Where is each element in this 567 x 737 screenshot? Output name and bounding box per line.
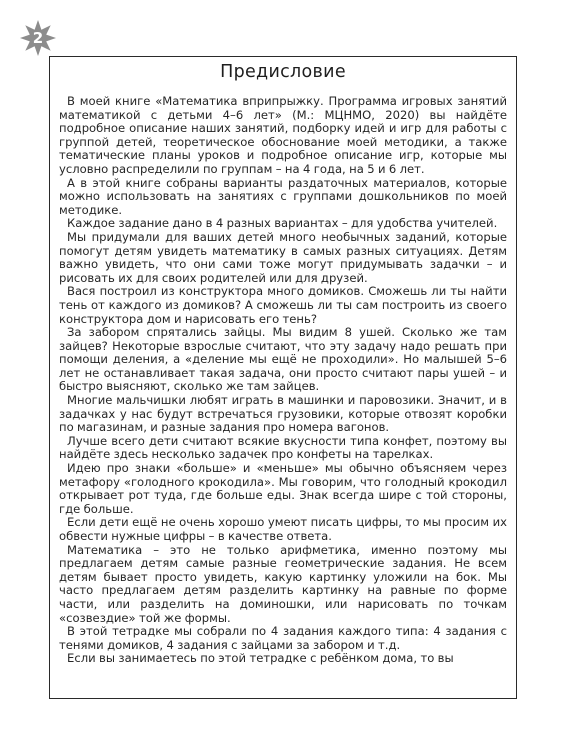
paragraph: За забором спрятались зайцы. Мы видим 8 ушей. Сколько же там зайцев? Некоторые взрослые считают, что эту задачу надо решать при помощи деления, а «деление мы ещё не проходили». Но малышей 5–6 лет не останавливает такая задача, они просто считают пары ушей – и быстро выясняют, сколько же там зайцев. [59,325,507,394]
paragraph: Мы придумали для ваших детей много необычных заданий, которые помогут детям увидеть математику в самых разных ситуациях. Детям важно увидеть, что они сами тоже могут придумывать задачки – и рисовать их для своих родителей или для друзей. [59,229,507,285]
preface-body [59,95,507,666]
paragraph: Лучше всего дети считают всякие вкусности типа конфет, поэтому вы найдёте здесь несколько задачек про конфеты на тарелках. [59,433,507,462]
page-number-badge [20,20,56,56]
paragraph: Многие мальчишки любят играть в машинки и паровозики. Значит, и в задачках у нас будут встречаться грузовики, которые отвозят коробки по магазинам, и разные задания про номера вагонов. [59,393,507,435]
paragraph: Вася построил из конструктора много домиков. Сможешь ли ты найти тень от каждого из домиков? А сможешь ли ты сам построить из своего конструктора дом и нарисовать его тень? [59,284,507,326]
page-number: 2 [32,29,44,47]
paragraph: В моей книге «Математика вприпрыжку. Программа игровых занятий математикой с детьми 4–6 лет» (М.: МЦНМО, 2020) вы найдёте подробное описание наших занятий, подборку идей и игр для работы с группой детей, теоретическое обоснование моей методики, а также тематические планы уроков и подробное описание игр, которые мы условно распределили по группам – на 4 года, на 5 и 6 лет. [59,94,507,176]
preface-title: Предисловие [220,62,346,82]
paragraph: В этой тетрадке мы собрали по 4 задания каждого типа: 4 задания с тенями домиков, 4 задания с зайцами за забором и т.д. [59,624,507,652]
paragraph: Идею про знаки «больше» и «меньше» мы обычно объясняем через метафору «голодного крокодила». Мы говорим, что голодный крокодил открывает рот туда, где больше еды. Знак всегда шире с той стороны, где больше. [59,461,507,516]
paragraph: А в этой книге собраны варианты раздаточных материалов, которые можно использовать на занятиях с группами дошкольников по моей методике. [59,175,507,217]
paragraph: Математика – это не только арифметика, именно поэтому мы предлагаем детям самые разные геометрические задания. Не всем детям бывает просто увидеть, какую картинку уложили на бок. Мы часто предлагаем детям разделить картинку на равные по форме части, или разделить на доминошки, или нарисовать по точкам «созвездие» той же формы. [59,542,507,625]
paragraph: Если вы занимаетесь по этой тетрадке с ребёнком дома, то вы [67,651,454,666]
paragraph: Каждое задание дано в 4 разных вариантах – для удобства учителей. [67,216,498,231]
paragraph: Если дети ещё не очень хорошо умеют писать цифры, то мы просим их обвести нужные цифры – в качестве ответа. [59,515,507,543]
